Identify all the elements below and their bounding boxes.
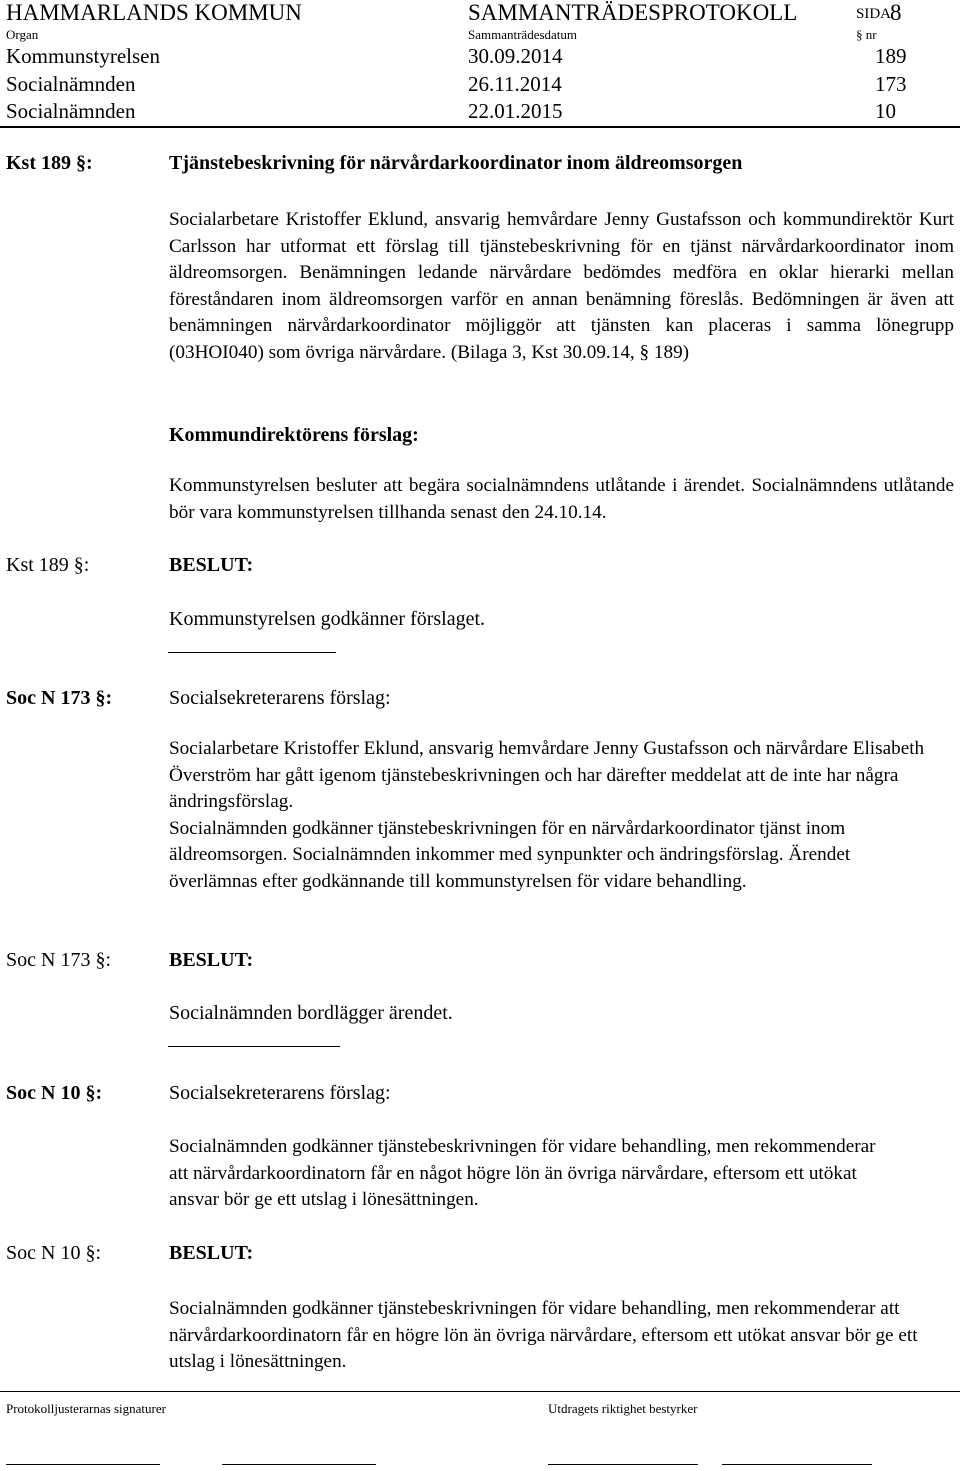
socialsekreterare-proposal-heading-10: Socialsekreterarens förslag: [169,1082,391,1104]
footer-divider [0,1391,960,1392]
date-row-2: 26.11.2014 [468,72,562,96]
nr-row-1: 189 [875,44,907,68]
organ-row-3: Socialnämnden [6,99,136,123]
section-separator-1 [168,652,336,653]
decision-label-socn-173: Soc N 173 §: [6,949,111,971]
document-type: SAMMANTRÄDESPROTOKOLL [468,0,798,25]
footer-verification-label: Utdragets riktighet bestyrker [548,1401,698,1416]
section1-body: Socialarbetare Kristoffer Eklund, ansvarig hemvårdare Jenny Gustafsson och kommundirektör Kurt Carlsson har utformat ett förslag till tjänstebeskrivning för en tjänst närvårdarkoordinator inom äldreomsorgen. Benämningen ledande närvårdare bedömdes medföra en oklar hierarki mellan föreståndaren inom äldreomsorgen varför en annan benämning föreslås. Bedömningen är även att benämningen närvårdarkoordinator möjliggör att tjänsten kan placeras i samma lönegrupp (03HOI040) som övriga närvårdare. (Bilaga 3, Kst 30.09.14, § 189) [169,209,954,363]
section-separator-2 [168,1046,340,1047]
decision-heading-socn-10: BESLUT: [169,1242,254,1264]
signature-line-2 [222,1464,376,1465]
section-sign: § [856,27,866,42]
decision-text-kst-189: Kommunstyrelsen godkänner förslaget. [169,608,486,630]
section-label-kst-189: Kst 189 §: [6,152,93,174]
column-nr [856,28,877,42]
section3-proposal-text: Socialnämnden godkänner tjänstebeskrivningen för vidare behandling, men rekommenderar att närvårdarkoordinatorn får en något högre lön än övriga närvårdare, eftersom ett utökat ansvar bör ge ett utslag i lönesättningen. [169,1136,876,1210]
nr-row-2: 173 [875,72,907,96]
decision-heading-socn-173: BESLUT: [169,949,254,971]
section2-proposal-para-2: Socialnämnden godkänner tjänstebeskrivningen för en närvårdarkoordinator tjänst inom äldreomsorgen. Socialnämnden inkommer med synpunkter och ändringsförslag. Ärendet överlämnas efter godkännande till kommunstyrelsen för vidare behandling. [169,817,851,892]
column-date: Sammanträdesdatum [468,27,578,42]
decision-heading-kst-189: BESLUT: [169,554,254,576]
footer-signatures-label: Protokolljusterarnas signaturer [6,1401,166,1416]
date-row-3: 22.01.2015 [468,99,563,123]
header-divider [0,126,960,128]
kommundirektor-proposal-text: Kommunstyrelsen besluter att begära socialnämndens utlåtande i ärendet. Socialnämndens utlåtande bör vara kommunstyrelsen tillhanda senast den 24.10.14. [169,475,954,523]
section2-proposal [169,736,929,895]
section-title: Tjänstebeskrivning för närvårdarkoordinator inom äldreomsorgen [169,152,743,174]
page-number: 8 [890,0,902,25]
date-row-1: 30.09.2014 [468,44,563,68]
decision-text-socn-10: Socialnämnden godkänner tjänstebeskrivningen för vidare behandling, men rekommenderar att närvårdarkoordinatorn får en högre lön än övriga närvårdare, eftersom ett utökat ansvar bör ge ett utslag i lönesättningen. [169,1298,918,1372]
nr-row-3: 10 [875,99,896,123]
organ-row-2: Socialnämnden [6,72,136,96]
section2-proposal-para-1: Socialarbetare Kristoffer Eklund, ansvarig hemvårdare Jenny Gustafsson och närvårdare Elisabeth Överström har gått igenom tjänstebeskrivningen och har därefter meddelat att de inte har några ändringsförslag. [169,738,925,812]
signature-line-1 [6,1464,160,1465]
kommundirektor-proposal-heading: Kommundirektörens förslag: [169,424,419,446]
decision-label-socn-10: Soc N 10 §: [6,1242,101,1264]
page-label: SIDA [856,6,892,22]
column-organ: Organ [6,27,39,42]
decision-text-socn-173: Socialnämnden bordlägger ärendet. [169,1002,453,1024]
signature-line-4 [722,1464,872,1465]
column-nr-label: nr [865,27,877,42]
decision-label-kst-189: Kst 189 §: [6,554,90,576]
municipality-name: HAMMARLANDS KOMMUN [6,0,302,25]
organ-row-1: Kommunstyrelsen [6,44,160,68]
socialsekreterare-proposal-heading-173: Socialsekreterarens förslag: [169,687,391,709]
section-label-socn-173: Soc N 173 §: [6,687,113,709]
section-label-socn-10: Soc N 10 §: [6,1082,103,1104]
signature-line-3 [548,1464,698,1465]
